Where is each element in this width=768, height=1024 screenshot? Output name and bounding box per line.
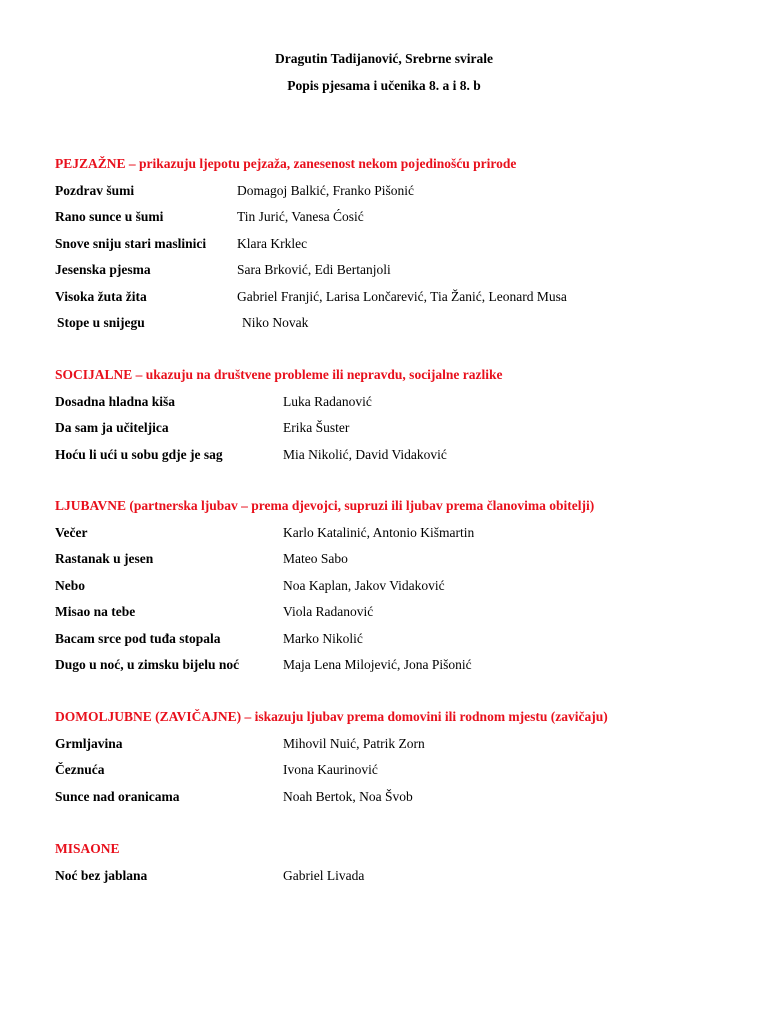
poem-row: [55, 208, 735, 235]
section-heading: SOCIJALNE – ukazuju na društvene probleme ili nepravdu, socijalne razlike: [55, 367, 503, 382]
student-names: Gabriel Franjić, Larisa Lončarević, Tia Žanić, Leonard Musa: [237, 288, 567, 304]
poem-row: [55, 393, 735, 420]
poem-title: Hoću li ući u sobu gdje je sag: [55, 446, 223, 462]
poem-row: [55, 867, 735, 894]
section-socijalne: [55, 366, 735, 472]
poem-title: Bacam srce pod tuđa stopala: [55, 630, 221, 646]
section-heading: LJUBAVNE (partnerska ljubav – prema djevojci, supruzi ili ljubav prema članovima obitelji): [55, 498, 595, 513]
student-names: Domagoj Balkić, Franko Pišonić: [237, 182, 414, 198]
poem-title: Večer: [55, 524, 88, 540]
section-misaone: [55, 840, 735, 893]
poem-title: Jesenska pjesma: [55, 262, 151, 277]
poem-title: Da sam ja učiteljica: [55, 420, 169, 435]
poem-title: Nebo: [55, 577, 85, 593]
poem-row: [55, 182, 735, 209]
poem-row: [55, 288, 735, 315]
student-names: Erika Šuster: [283, 420, 350, 435]
student-names: Viola Radanović: [283, 604, 374, 619]
student-names: Marko Nikolić: [283, 630, 363, 646]
student-names: Luka Radanović: [283, 393, 372, 409]
student-names: Mihovil Nuić, Patrik Zorn: [283, 735, 425, 751]
student-names: Ivona Kaurinović: [283, 762, 378, 777]
poem-row: [55, 656, 735, 683]
section-ljubavne: [55, 497, 735, 683]
poem-title: Pozdrav šumi: [55, 182, 135, 198]
student-names: Gabriel Livada: [283, 867, 365, 883]
poem-row: [55, 735, 735, 762]
poem-title: Čeznuća: [55, 762, 105, 777]
student-names: Tin Jurić, Vanesa Ćosić: [237, 209, 364, 224]
section-pejzazne: [55, 155, 735, 341]
poem-row: [55, 235, 735, 262]
poem-row: [55, 630, 735, 657]
poem-title: Misao na tebe: [55, 604, 136, 619]
poem-title: Grmljavina: [55, 735, 123, 751]
poem-row: [55, 261, 735, 288]
student-names: Mateo Sabo: [283, 551, 348, 566]
student-names: Maja Lena Milojević, Jona Pišonić: [283, 657, 472, 672]
section-heading: MISAONE: [55, 841, 120, 856]
poem-title: Noć bez jablana: [55, 867, 148, 883]
poem-row: [55, 314, 735, 341]
poem-row: [55, 524, 735, 551]
section-heading: PEJZAŽNE – prikazuju ljepotu pejzaža, zanesenost nekom pojedinošću prirode: [55, 156, 517, 171]
poem-row: [55, 577, 735, 604]
poem-title: Rano sunce u šumi: [55, 209, 164, 224]
student-names: Noa Kaplan, Jakov Vidaković: [283, 577, 445, 593]
poem-row: [55, 446, 735, 473]
poem-title: Visoka žuta žita: [55, 288, 147, 304]
poem-title: Sunce nad oranicama: [55, 788, 180, 804]
poem-title: Rastanak u jesen: [55, 551, 154, 566]
poem-title: Snove sniju stari maslinici: [55, 235, 207, 251]
student-names: Klara Krklec: [237, 235, 308, 251]
section-heading: DOMOLJUBNE (ZAVIČAJNE) – iskazuju ljubav prema domovini ili rodnom mjestu (zavičaju): [55, 709, 608, 724]
poem-row: [55, 761, 735, 788]
student-names: Mia Nikolić, David Vidaković: [283, 446, 447, 462]
poem-title: Stope u snijegu: [57, 315, 145, 330]
student-names: Sara Brković, Edi Bertanjoli: [237, 262, 391, 277]
poem-row: [55, 550, 735, 577]
poem-title: Dosadna hladna kiša: [55, 393, 176, 409]
student-names: Karlo Katalinić, Antonio Kišmartin: [283, 524, 475, 540]
poem-row: [55, 788, 735, 815]
poem-row: [55, 603, 735, 630]
section-domoljubne: [55, 708, 735, 814]
document-subtitle: Popis pjesama i učenika 8. a i 8. b: [287, 78, 481, 93]
document-title: Dragutin Tadijanović, Srebrne svirale: [274, 51, 494, 66]
student-names: Niko Novak: [242, 315, 309, 330]
poem-row: [55, 419, 735, 446]
poem-title: Dugo u noć, u zimsku bijelu noć: [55, 657, 240, 672]
student-names: Noah Bertok, Noa Švob: [283, 788, 413, 804]
